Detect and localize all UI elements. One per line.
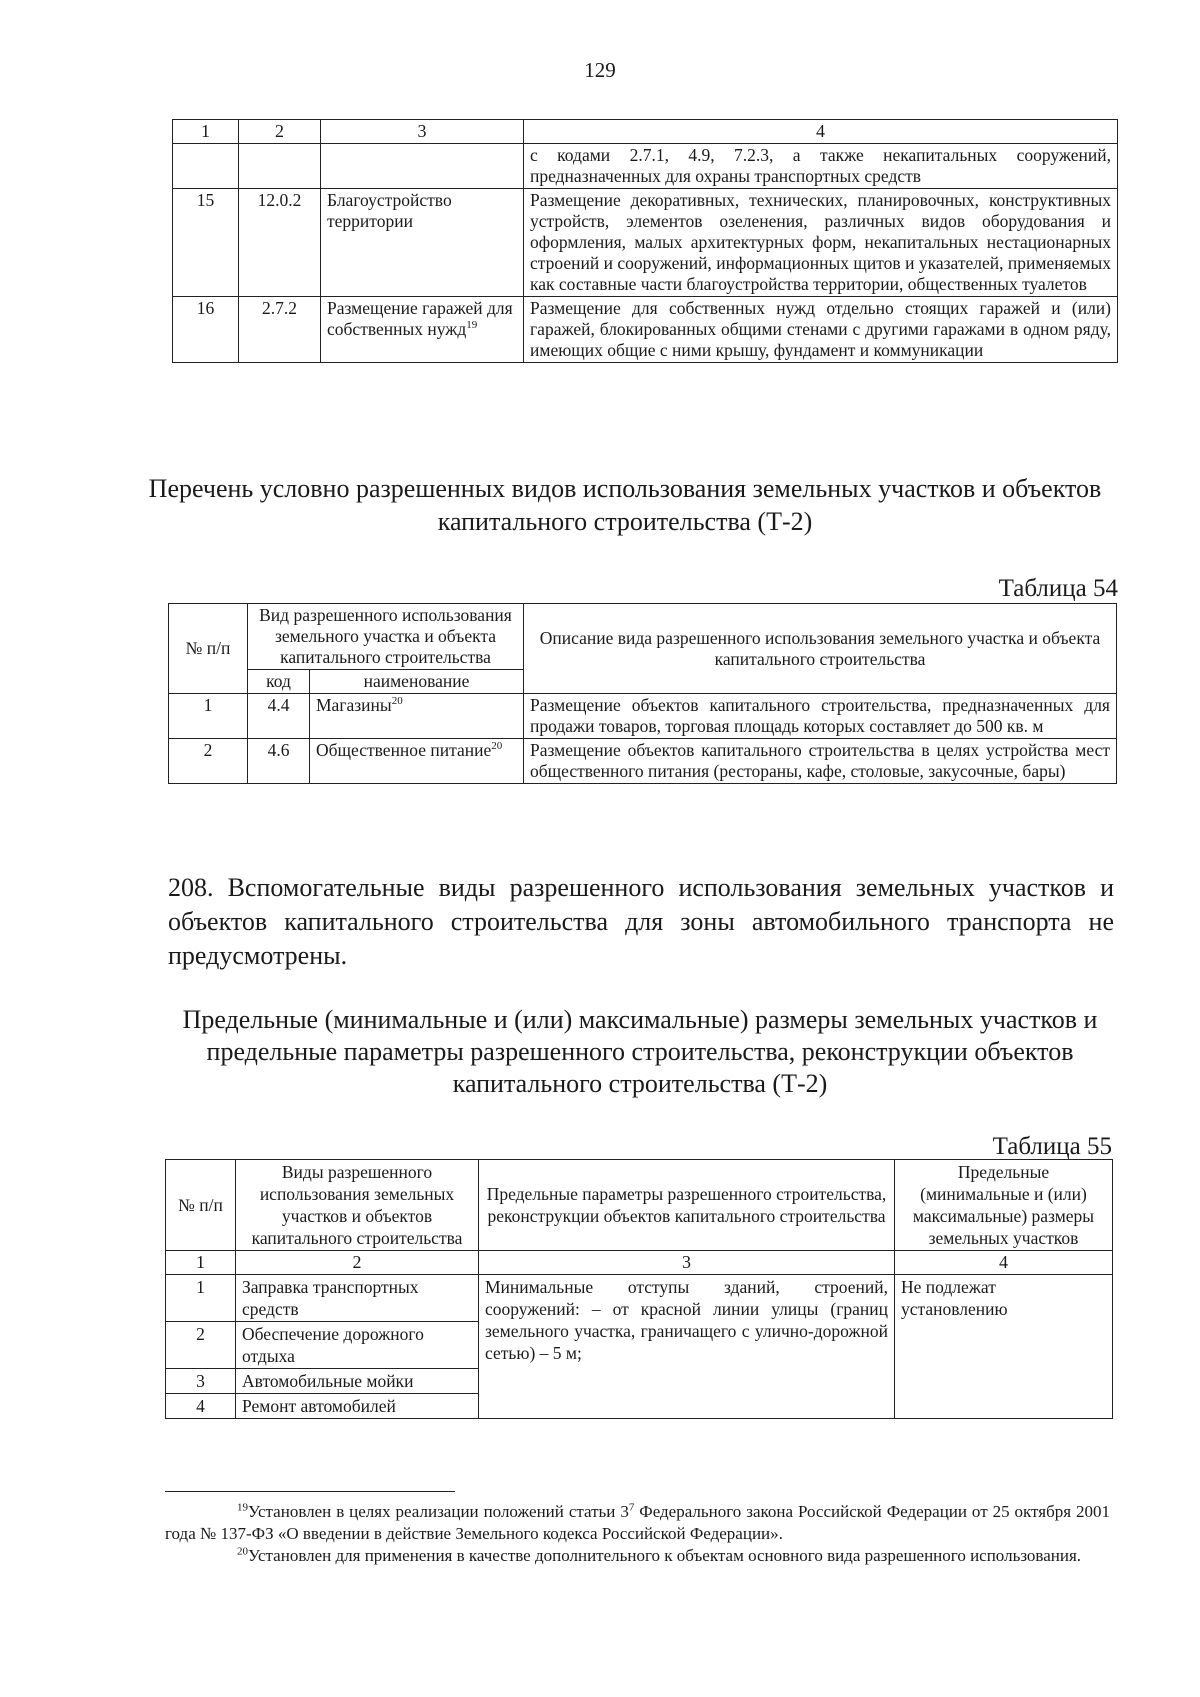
column-number: 3 bbox=[479, 1251, 895, 1275]
section-heading: Перечень условно разрешенных видов использования земельных участков и объектов капитального строительства (Т-2) bbox=[148, 474, 1102, 536]
row-number: 2 bbox=[166, 1322, 236, 1369]
footnote-divider bbox=[165, 1491, 455, 1492]
header-vid: Виды разрешенного использования земельных участков и объектов капитального строительства bbox=[236, 1160, 479, 1251]
name-cell: Благоустройство территории bbox=[321, 189, 524, 297]
name-text: Общественное питание bbox=[316, 740, 492, 760]
footnote-text: Федерального закона Российской Федерации от 25 октября 2001 года № 137-ФЗ «О введении в действие Земельного кодекса Российской Федерации». bbox=[165, 1502, 1110, 1543]
footnote-ref: 20 bbox=[491, 740, 503, 753]
table-row bbox=[169, 739, 1117, 784]
table-caption: Таблица 54 bbox=[998, 575, 1118, 602]
header-desc: Описание вида разрешенного использования земельного участка и объекта капитального строительства bbox=[524, 604, 1117, 694]
header-sizes: Предельные (минимальные и (или) максимальные) размеры земельных участков bbox=[895, 1160, 1113, 1251]
table-row bbox=[166, 1275, 1113, 1322]
row-number: 2 bbox=[169, 739, 248, 784]
header-code: код bbox=[248, 670, 310, 694]
footnote-sup: 7 bbox=[628, 1501, 635, 1514]
row-number: 15 bbox=[173, 189, 239, 297]
name-cell: Заправка транспортных средств bbox=[236, 1275, 479, 1322]
table-header-row bbox=[166, 1160, 1113, 1251]
header-cell: 3 bbox=[321, 120, 524, 144]
description-cell: Размещение декоративных, технических, планировочных, конструктивных устройств, элементов озеленения, различных видов оборудования и оформления, малых архитектурных форм, некапитальных нестационарных строений и сооружений, информационных щитов и указателей, применяемых как составные части благоустройства территории, общественных туалетов bbox=[524, 189, 1118, 297]
empty-cell bbox=[173, 144, 239, 189]
column-number: 4 bbox=[895, 1251, 1113, 1275]
description-cell: Размещение объектов капитального строительства, предназначенных для продажи товаров, торговая площадь которых составляет до 500 кв. м bbox=[524, 694, 1117, 739]
table-row bbox=[173, 297, 1118, 363]
name-cell: Ремонт автомобилей bbox=[236, 1394, 479, 1419]
row-number: 4 bbox=[166, 1394, 236, 1419]
table-row bbox=[169, 694, 1117, 739]
empty-cell bbox=[321, 144, 524, 189]
column-number: 1 bbox=[166, 1251, 236, 1275]
row-number: 16 bbox=[173, 297, 239, 363]
name-cell: Обеспечение дорожного отдыха bbox=[236, 1322, 479, 1369]
table-54 bbox=[168, 603, 1117, 784]
params-cell: Минимальные отступы зданий, строений, сооружений: – от красной линии улицы (границ земельного участка, граничащего с улично-дорожной сетью) – 5 м; bbox=[479, 1275, 895, 1419]
table-continuation bbox=[172, 119, 1118, 363]
footnote-mark: 20 bbox=[237, 1545, 248, 1558]
code-cell: 4.6 bbox=[248, 739, 310, 784]
header-num: № п/п bbox=[166, 1160, 236, 1251]
row-number: 1 bbox=[166, 1275, 236, 1322]
sizes-cell: Не подлежат установлению bbox=[895, 1275, 1113, 1419]
footnote-text: Установлен в целях реализации положений статьи 3 bbox=[248, 1502, 629, 1521]
code-cell: 12.0.2 bbox=[239, 189, 321, 297]
code-cell: 2.7.2 bbox=[239, 297, 321, 363]
footnote-ref: 20 bbox=[391, 695, 403, 708]
row-number: 1 bbox=[169, 694, 248, 739]
header-cell: 1 bbox=[173, 120, 239, 144]
code-cell: 4.4 bbox=[248, 694, 310, 739]
name-cell bbox=[321, 297, 524, 363]
table-row bbox=[173, 189, 1118, 297]
table-55 bbox=[165, 1159, 1113, 1419]
footnote-ref: 19 bbox=[466, 319, 478, 332]
header-num: № п/п bbox=[169, 604, 248, 694]
name-cell: Автомобильные мойки bbox=[236, 1369, 479, 1394]
table-header-row bbox=[173, 120, 1118, 144]
footnotes bbox=[165, 1501, 1110, 1567]
name-text: Магазины bbox=[316, 695, 392, 715]
name-text: Размещение гаражей для собственных нужд bbox=[327, 298, 513, 339]
empty-cell bbox=[239, 144, 321, 189]
footnote-20 bbox=[165, 1545, 1110, 1567]
table-header-row bbox=[169, 604, 1117, 670]
footnote-19 bbox=[165, 1501, 1110, 1545]
header-cell: 2 bbox=[239, 120, 321, 144]
description-cell: с кодами 2.7.1, 4.9, 7.2.3, а также некапитальных сооружений, предназначенных для охраны транспортных средств bbox=[524, 144, 1118, 189]
name-cell bbox=[310, 694, 524, 739]
header-params: Предельные параметры разрешенного строительства, реконструкции объектов капитального строительства bbox=[479, 1160, 895, 1251]
paragraph-208: 208. Вспомогательные виды разрешенного использования земельных участков и объектов капитального строительства для зоны автомобильного транспорта не предусмотрены. bbox=[168, 873, 1114, 970]
row-number: 3 bbox=[166, 1369, 236, 1394]
footnote-text: Установлен для применения в качестве дополнительного к объектам основного вида разрешенного использования. bbox=[248, 1546, 1082, 1565]
column-number: 2 bbox=[236, 1251, 479, 1275]
section-heading: Предельные (минимальные и (или) максимальные) размеры земельных участков и предельные параметры разрешенного строительства, реконструкции объектов капитального строительства (Т-2) bbox=[182, 1005, 1098, 1098]
table-caption: Таблица 55 bbox=[992, 1133, 1112, 1160]
name-cell bbox=[310, 739, 524, 784]
header-name: наименование bbox=[310, 670, 524, 694]
description-cell: Размещение объектов капитального строительства в целях устройства мест общественного питания (рестораны, кафе, столовые, закусочные, бары) bbox=[524, 739, 1117, 784]
page-number: 129 bbox=[584, 58, 616, 82]
table-row bbox=[173, 144, 1118, 189]
header-vid: Вид разрешенного использования земельного участка и объекта капитального строительства bbox=[248, 604, 524, 670]
footnote-mark: 19 bbox=[237, 1501, 248, 1514]
header-cell: 4 bbox=[524, 120, 1118, 144]
column-number-row bbox=[166, 1251, 1113, 1275]
description-cell: Размещение для собственных нужд отдельно стоящих гаражей и (или) гаражей, блокированных общими стенами с другими гаражами в одном ряду, имеющих общие с ними крышу, фундамент и коммуникации bbox=[524, 297, 1118, 363]
